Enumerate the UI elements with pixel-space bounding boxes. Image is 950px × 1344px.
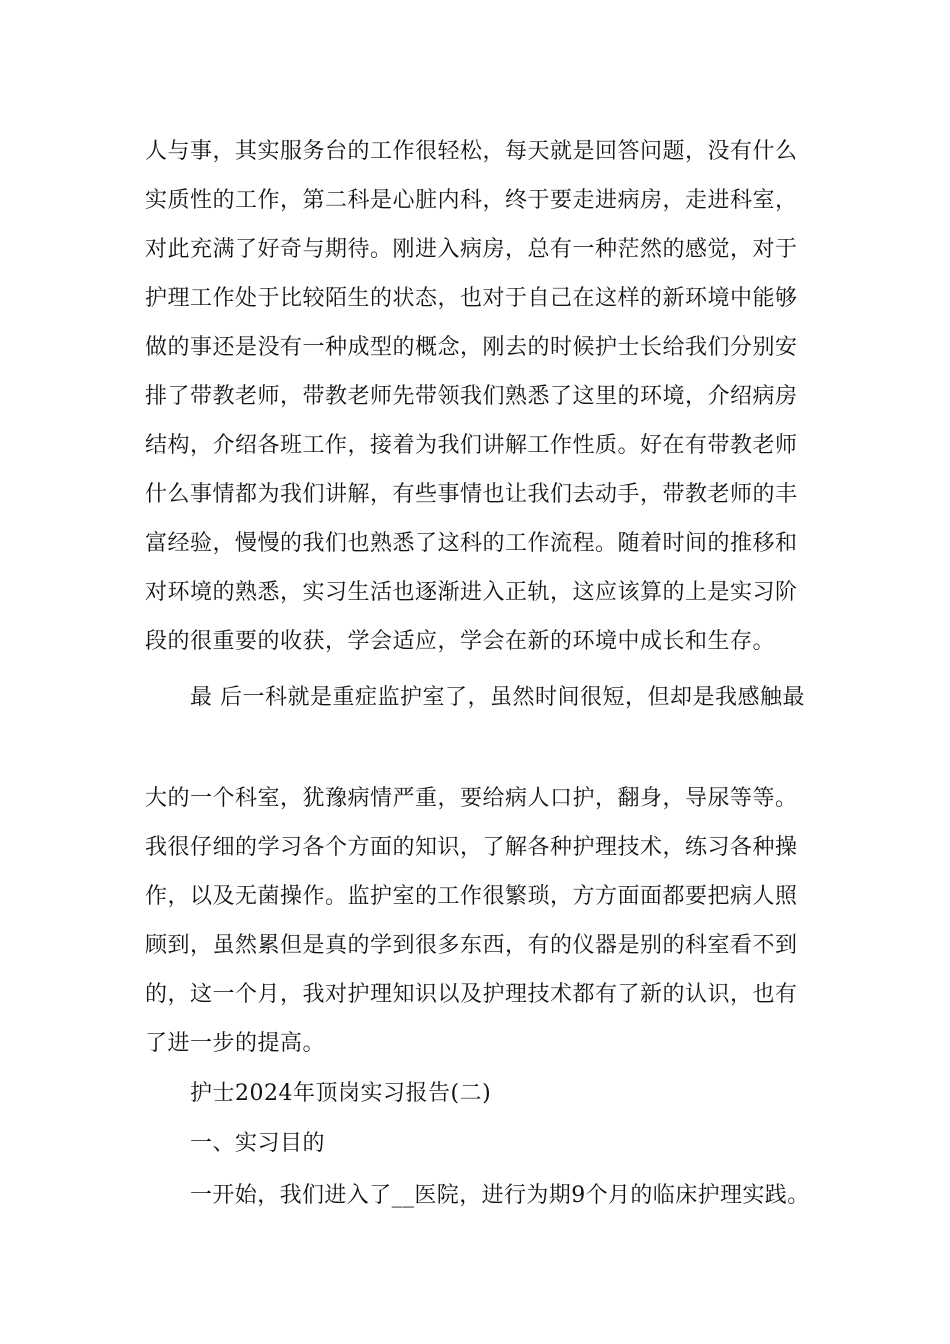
paragraph-first-line: 最 后一科就是重症监护室了，虽然时间很短，但却是我感触最 [190,685,805,710]
paragraph-line: 对环境的熟悉，实习生活也逐渐进入正轨，这应该算的上是实习阶 [145,580,798,605]
paragraph-line: 排了带教老师，带教老师先带领我们熟悉了这里的环境，介绍病房 [145,384,798,409]
paragraph-line: 一开始，我们进入了__医院，进行为期9个月的临床护理实践。 [190,1183,810,1208]
paragraph-line: 实质性的工作，第二科是心脏内科，终于要走进病房，走进科室， [145,188,798,213]
paragraph-line: 我很仔细的学习各个方面的知识，了解各种护理技术，练习各种操 [145,835,798,860]
paragraph-line: 顾到，虽然累但是真的学到很多东西，有的仪器是别的科室看不到 [145,933,798,958]
paragraph-line: 作，以及无菌操作。监护室的工作很繁琐，方方面面都要把病人照 [145,884,798,909]
paragraph-line: 段的很重要的收获，学会适应，学会在新的环境中成长和生存。 [145,629,776,654]
paragraph-line: 了进一步的提高。 [145,1031,326,1056]
section-title: 护士2024年顶岗实习报告(二) [190,1081,492,1106]
paragraph-line: 什么事情都为我们讲解，有些事情也让我们去动手，带教老师的丰 [145,482,798,507]
paragraph-line: 结构，介绍各班工作，接着为我们讲解工作性质。好在有带教老师 [145,433,798,458]
section-heading: 一、实习目的 [190,1131,326,1156]
paragraph-line: 大的一个科室，犹豫病情严重，要给病人口护，翻身，导尿等等。 [145,786,798,811]
paragraph-line: 人与事，其实服务台的工作很轻松，每天就是回答问题，没有什么 [145,139,798,164]
paragraph-line: 富经验，慢慢的我们也熟悉了这科的工作流程。随着时间的推移和 [145,531,798,556]
paragraph-line: 做的事还是没有一种成型的概念，刚去的时候护士长给我们分别安 [145,335,798,360]
paragraph-line: 对此充满了好奇与期待。刚进入病房，总有一种茫然的感觉，对于 [145,237,798,262]
paragraph-line: 的，这一个月，我对护理知识以及护理技术都有了新的认识，也有 [145,982,798,1007]
paragraph-line: 护理工作处于比较陌生的状态，也对于自己在这样的新环境中能够 [145,286,798,311]
